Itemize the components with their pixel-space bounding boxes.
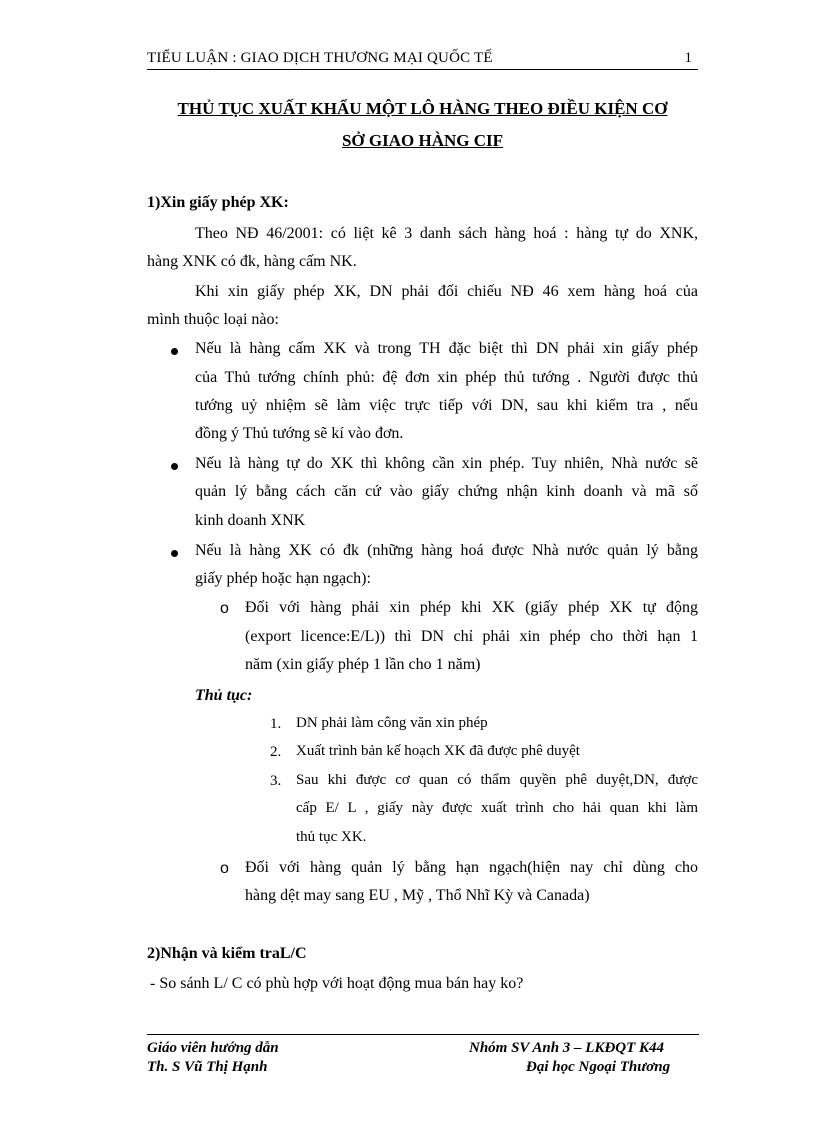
step-number: 3. [270,773,282,789]
sub-bullet-marker: o [220,860,229,877]
bullet-marker [171,463,178,470]
paragraph-line: Theo NĐ 46/2001: có liệt kê 3 danh sách hàng hoá : hàng tự do XNK, [195,225,698,242]
sub-bullet-line: hàng dệt may sang EU , Mỹ , Thổ Nhĩ Kỳ và Canada) [245,887,590,904]
step-line: thủ tục XK. [296,829,367,845]
bullet-marker [171,348,178,355]
footer-group: Nhóm SV Anh 3 – LKĐQT K44 [469,1040,665,1056]
footer-divider [147,1034,699,1035]
section-1-heading: 1)Xin giấy phép XK: [147,194,289,211]
paragraph-line: mình thuộc loại nào: [147,311,279,328]
step-line: Xuất trình bản kế hoạch XK đã được phê duyệt [296,743,580,759]
sub-bullet-line: (export licence:E/L)) thì DN chỉ phải xin phép cho thời hạn 1 [245,628,698,645]
step-line: DN phải làm công văn xin phép [296,715,488,731]
step-number: 2. [270,744,282,760]
document-title-line-1: THỦ TỤC XUẤT KHẨU MỘT LÔ HÀNG THEO ĐIỀU KIỆN CƠ [177,99,668,118]
paragraph-line: Khi xin giấy phép XK, DN phải đối chiếu NĐ 46 xem hàng hoá của [195,283,698,300]
page-number: 1 [684,50,692,66]
bullet-line: của Thủ tướng chính phủ: đệ đơn xin phép thủ tướng . Người được thủ [195,369,698,386]
step-number: 1. [270,716,282,732]
footer-instructor-name: Th. S Vũ Thị Hạnh [147,1059,268,1075]
procedure-label: Thủ tục: [195,687,253,704]
bullet-marker [171,550,178,557]
step-line: Sau khi được cơ quan có thẩm quyền phê duyệt,DN, được [296,772,698,788]
sub-bullet-line: Đối với hàng phải xin phép khi XK (giấy phép XK tự động [245,599,698,616]
section-2-heading: 2)Nhận và kiểm traL/C [147,945,307,962]
sub-bullet-line: năm (xin giấy phép 1 lần cho 1 năm) [245,656,481,673]
paragraph-line: hàng XNK có đk, hàng cấm NK. [147,253,357,270]
sub-bullet-marker: o [220,600,229,617]
footer-university: Đại học Ngoại Thương [526,1059,671,1075]
header-title: TIỂU LUẬN : GIAO DỊCH THƯƠNG MẠI QUỐC TẾ [147,50,493,66]
bullet-line: quản lý bằng cách căn cứ vào giấy chứng nhận kinh doanh và mã số [195,483,698,500]
bullet-line: Nếu là hàng XK có đk (những hàng hoá được Nhà nước quản lý bằng [195,542,698,559]
bullet-line: Nếu là hàng tự do XK thì không cần xin phép. Tuy nhiên, Nhà nước sẽ [195,455,698,472]
bullet-line: đồng ý Thủ tướng sẽ kí vào đơn. [195,425,404,442]
bullet-line: giấy phép hoặc hạn ngạch): [195,570,371,587]
document-title-line-2: SỞ GIAO HÀNG CIF [341,131,504,150]
bullet-line: Nếu là hàng cấm XK và trong TH đặc biệt thì DN phải xin giấy phép [195,340,698,357]
page-header [147,50,698,70]
paragraph-line: - So sánh L/ C có phù hợp với hoạt động mua bán hay ko? [150,975,524,992]
step-line: cấp E/ L , giấy này được xuất trình cho hải quan khi làm [296,800,698,816]
sub-bullet-line: Đối với hàng quản lý bằng hạn ngạch(hiện nay chỉ dùng cho [245,859,698,876]
footer-instructor-label: Giáo viên hướng dẫn [147,1040,279,1056]
bullet-line: kinh doanh XNK [195,512,306,529]
bullet-line: tướng uỷ nhiệm sẽ làm việc trực tiếp với DN, sau khi kiểm tra , nếu [195,397,698,414]
